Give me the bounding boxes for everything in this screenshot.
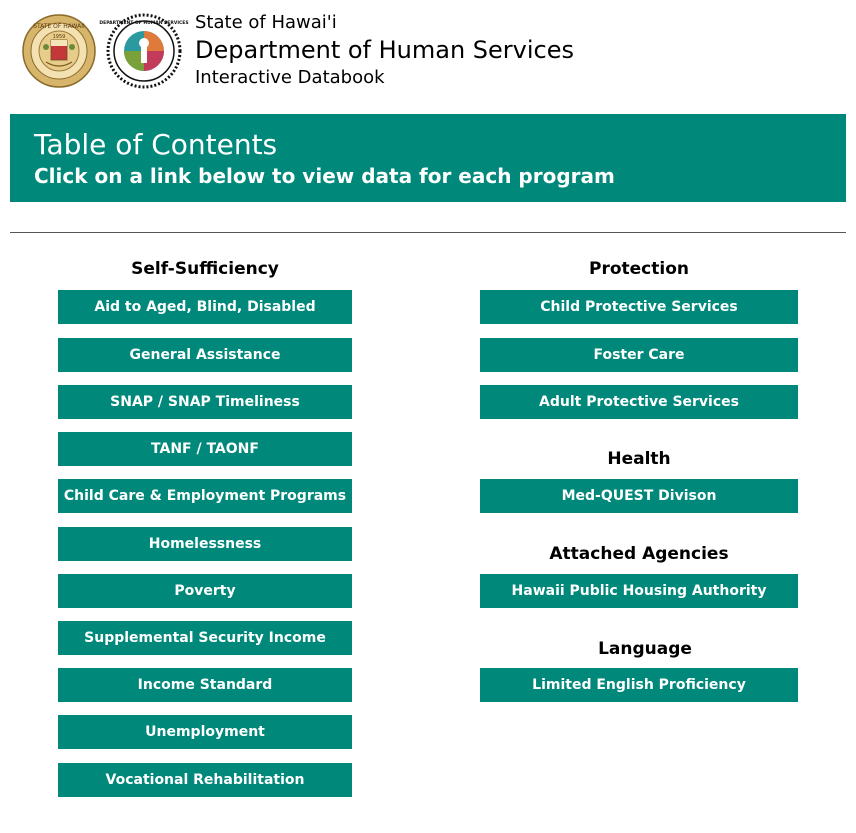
link-general-assistance[interactable]: General Assistance [58,338,352,372]
link-poverty[interactable]: Poverty [58,574,352,608]
link-public-housing-authority[interactable]: Hawaii Public Housing Authority [480,574,798,608]
page-subtitle: Click on a link below to view data for each program [34,164,615,188]
seal-text: STATE OF HAWAII [33,23,85,30]
self-sufficiency-heading: Self-Sufficiency [131,259,279,279]
state-seal-logo [22,14,96,88]
link-homelessness[interactable]: Homelessness [58,527,352,561]
link-med-quest[interactable]: Med-QUEST Divison [480,479,798,513]
link-child-protective-services[interactable]: Child Protective Services [480,290,798,324]
link-vocational-rehabilitation[interactable]: Vocational Rehabilitation [58,763,352,797]
protection-heading: Protection [589,259,689,279]
link-income-standard[interactable]: Income Standard [58,668,352,702]
department-name: Department of Human Services [195,36,575,64]
link-snap[interactable]: SNAP / SNAP Timeliness [58,385,352,419]
seal-year: 1959 [52,34,66,40]
health-heading: Health [607,449,671,469]
link-foster-care[interactable]: Foster Care [480,338,798,372]
state-name: State of Hawai'i [195,12,337,33]
databook-subtitle: Interactive Databook [195,67,385,88]
link-child-care-employment[interactable]: Child Care & Employment Programs [58,479,352,513]
link-aid-aged-blind-disabled[interactable]: Aid to Aged, Blind, Disabled [58,290,352,324]
toc-banner [10,114,846,202]
attached-agencies-heading: Attached Agencies [549,544,729,564]
link-unemployment[interactable]: Unemployment [58,715,352,749]
page-title: Table of Contents [34,128,278,161]
dhs-logo-text: DEPARTMENT OF HUMAN SERVICES [99,21,189,26]
link-limited-english-proficiency[interactable]: Limited English Proficiency [480,668,798,702]
link-adult-protective-services[interactable]: Adult Protective Services [480,385,798,419]
language-heading: Language [598,639,692,659]
link-supplemental-security-income[interactable]: Supplemental Security Income [58,621,352,655]
link-tanf[interactable]: TANF / TAONF [58,432,352,466]
divider [10,232,846,233]
dhs-logo [99,13,189,89]
